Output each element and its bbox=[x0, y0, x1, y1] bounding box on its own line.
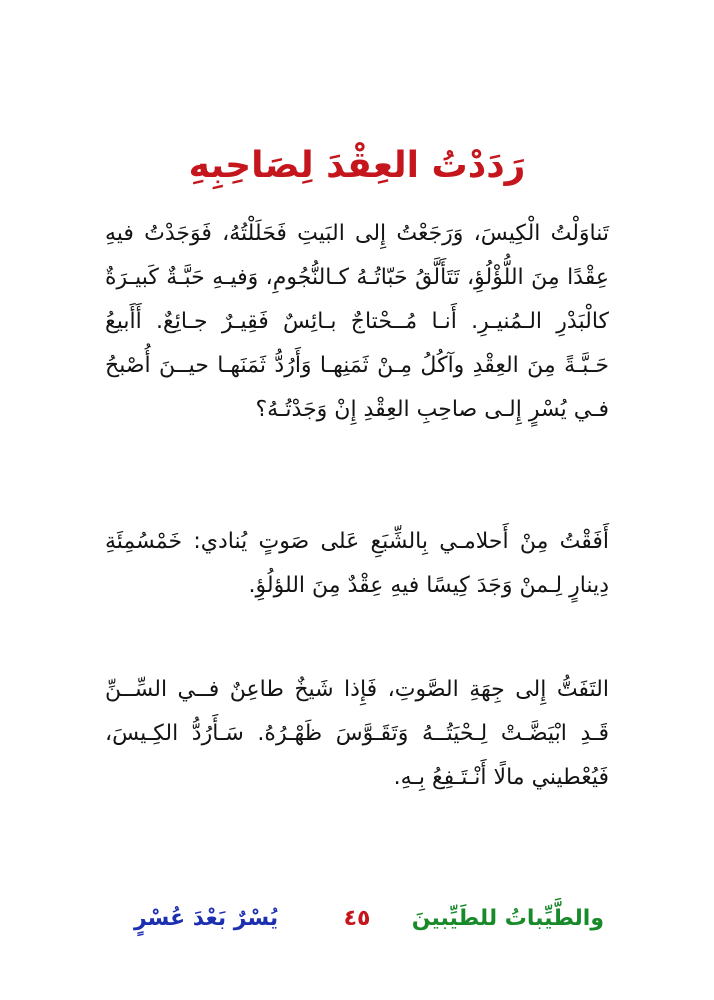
paragraph-3: التَفَتُّ إِلى جِهَةِ الصَّوتِ، فَإِذا شَيخٌ طاعِنٌ فــي السِّــنِّ قَـدِ ابْيَضَّـتْ لِـحْيَتُــهُ وَتَقَـوَّسَ ظَهْـرُهُ. سَـأَرُدُّ الكِـيسَ، فَيُعْطيني مالًا أَنْـتَـفِعُ بِـهِ. bbox=[105, 677, 609, 790]
book-title: يُسْرٌ بَعْدَ عُسْرٍ bbox=[134, 906, 279, 931]
page-number: ٤٥ bbox=[343, 906, 371, 931]
story-title: رَدَدْتُ العِقْدَ لِصَاحِبِهِ bbox=[188, 145, 526, 187]
paragraph-2: أَفَقْتُ مِنْ أَحلامـي بِالشِّبَعِ عَلى صَوتٍ يُنادي: خَمْسُمِئَةِ دِينارٍ لِـمنْ وَجَدَ كِيسًا فيهِ عِقْدٌ مِنَ اللؤلُؤِ. bbox=[105, 529, 609, 598]
page-footer bbox=[0, 906, 714, 946]
series-title: والطَّيِّباتُ للطَيِّبينَ bbox=[411, 906, 604, 931]
paragraph-1: تَناوَلْتُ الْكِيسَ، وَرَجَعْتُ إِلى البَيتِ فَحَلَلْتُهُ، فَوَجَدْتُ فيهِ عِقْدًا مِنَ اللُّؤْلُؤِ، تَتَأَلَّقُ حَبّاتُـهُ كـالنُّجُومِ، وَفيـهِ حَبَّـةٌ كَبيـرَةٌ كالْبَدْرِ الـمُنيـرِ. أَنـا مُــحْتاجٌ بـائِسٌ فَقِيـرٌ جـائِعٌ. أَأَبيعُ حَـبَّـةً مِنَ العِقْدِ وآكُلُ مِـنْ ثَمَنِهـا وَأَرُدُّ ثَمَنَهـا حيــنَ أُصْبحُ فـي يُسْرٍ إِلـى صاحِبِ العِقْدِ إِنْ وَجَدْتُـهُ؟ bbox=[105, 221, 609, 422]
